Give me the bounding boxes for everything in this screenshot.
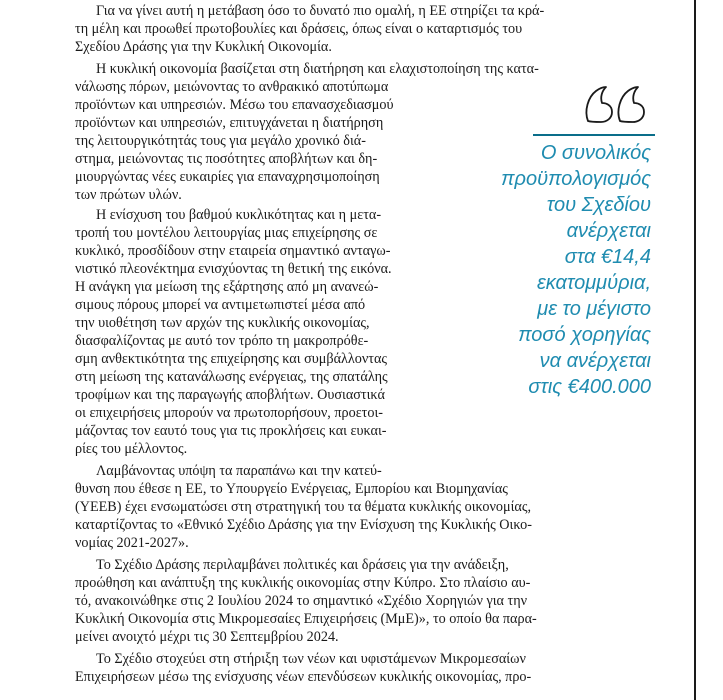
article-line: διασφαλίζοντας με αυτό τον τρόπο τη μακροπρόθε- — [75, 333, 369, 349]
pullquote-line: με το μέγιστο — [537, 298, 651, 320]
pullquote-line: του Σχεδίου — [546, 194, 651, 216]
article-line: ρίες του μέλλοντος. — [75, 441, 188, 457]
article-line: Σχεδίου Δράσης για την Κυκλική Οικονομία. — [75, 39, 332, 55]
article-line: της λειτουργικότητάς τους για μεγάλο χρονικό διά- — [75, 133, 366, 149]
article-line: τροφίμων και της παραγωγής αποβλήτων. Ουσιαστικά — [75, 387, 385, 403]
article-line: σμη ανθεκτικότητα της επιχείρησης και συμβάλλοντας — [75, 351, 388, 367]
article-line: κυκλικό, προσδίδουν στην εταιρεία σημαντικό ανταγω- — [75, 243, 391, 259]
article-line: τό, ανακοινώθηκε στις 2 Ιουλίου 2024 το σημαντικό «Σχέδιο Χορηγιών για την — [75, 593, 528, 609]
pullquote-line: ποσό χορηγίας — [518, 324, 651, 346]
article-line: θυνση που έθεσε η ΕΕ, το Υπουργείο Ενέργειας, Εμπορίου και Βιομηχανίας — [75, 481, 508, 497]
pullquote-rule — [533, 134, 655, 136]
pullquote-line: να ανέρχεται — [539, 350, 651, 372]
article-line: μείνει ανοιχτό μέχρι τις 30 Σεπτεμβρίου 2024. — [75, 629, 339, 645]
article-line: (ΥΕΕΒ) έχει ενσωματώσει στη στρατηγική του τα θέματα κυκλικής οικονομίας, — [75, 499, 531, 515]
article-line: προώθηση και ανάπτυξη της κυκλικής οικονομίας στην Κύπρο. Στο πλαίσιο αυ- — [75, 575, 531, 591]
article-line: τροπή του μοντέλου λειτουργίας μιας επιχείρησης σε — [75, 225, 378, 241]
article-line: Η ανάγκη για μείωση της εξάρτησης από μη ανανεώ- — [75, 279, 379, 295]
pullquote-line: ανέρχεται — [566, 220, 651, 242]
quote-mark-icon — [582, 81, 652, 123]
article-line: Το Σχέδιο Δράσης περιλαμβάνει πολιτικές και δράσεις για την ανάδειξη, — [96, 557, 509, 573]
article-line: Επιχειρήσεων μέσω της ενίσχυσης νέων επενδύσεων κυκλικής οικονομίας, προ- — [75, 669, 532, 685]
article-line: Λαμβάνοντας υπόψη τα παραπάνω και την κατεύ- — [96, 463, 382, 479]
article-line: στη μείωση της κατανάλωσης ενέργειας, της σπατάλης — [75, 369, 388, 385]
article-line: των πρώτων υλών. — [75, 187, 182, 203]
article-line: οι επιχειρήσεις μπορούν να πρωτοπορήσουν, προετοι- — [75, 405, 384, 421]
pullquote-line: εκατομμύρια, — [536, 272, 651, 294]
article-line: νιστικό πλεονέκτημα ενισχύοντας τη θετική της εικόνα. — [75, 261, 392, 277]
pullquote-line: προϋπολογισμός — [501, 168, 651, 190]
article-line: σιμους πόρους μπορεί να αντιμετωπιστεί μέσα από — [75, 297, 366, 313]
article-line: Κυκλική Οικονομία στις Μικρομεσαίες Επιχειρήσεις (ΜμΕ)», το οποίο θα παρα- — [75, 611, 537, 627]
article-line: στημα, μειώνοντας τις ποσότητες αποβλήτων και δη- — [75, 151, 378, 167]
article-line: Για να γίνει αυτή η μετάβαση όσο το δυνατό πιο ομαλή, η ΕΕ στηρίζει τα κρά- — [96, 3, 545, 19]
article-line: μάζοντας τον εαυτό τους για τις προκλήσεις και ευκαι- — [75, 423, 387, 439]
article-line: νομίας 2021-2027». — [75, 535, 189, 551]
article-line: Το Σχέδιο στοχεύει στη στήριξη των νέων και υφιστάμενων Μικρομεσαίων — [96, 651, 526, 667]
article-line: νάλωσης πόρων, μειώνοντας το ανθρακικό αποτύπωμα — [75, 79, 389, 95]
article-line: την υιοθέτηση των αρχών της κυκλικής οικονομίας, — [75, 315, 370, 331]
pullquote-line: στις €400.000 — [528, 376, 651, 398]
pullquote-line: στα €14,4 — [564, 246, 651, 268]
article-line: προϊόντων και υπηρεσιών. Μέσω του επανασχεδιασμού — [75, 97, 394, 113]
article-line: Η κυκλική οικονομία βασίζεται στη διατήρηση και ελαχιστοποίηση της κατα- — [96, 61, 539, 77]
article-line: καταρτίζοντας το «Εθνικό Σχέδιο Δράσης για την Ενίσχυση της Κυκλικής Οικο- — [75, 517, 533, 533]
pullquote-line: Ο συνολικός — [540, 142, 651, 164]
article-line: προϊόντων και υπηρεσιών, επιτυγχάνεται η διατήρηση — [75, 115, 384, 131]
article-line: τη μέλη και προωθεί πρωτοβουλίες και δράσεις, όπως είναι ο καταρτισμός του — [75, 21, 523, 37]
article-line: μιουργώντας νέες ευκαιρίες για επαναχρησιμοποίηση — [75, 169, 380, 185]
column-rule — [694, 0, 696, 700]
article-line: Η ενίσχυση του βαθμού κυκλικότητας και η μετα- — [96, 207, 382, 223]
